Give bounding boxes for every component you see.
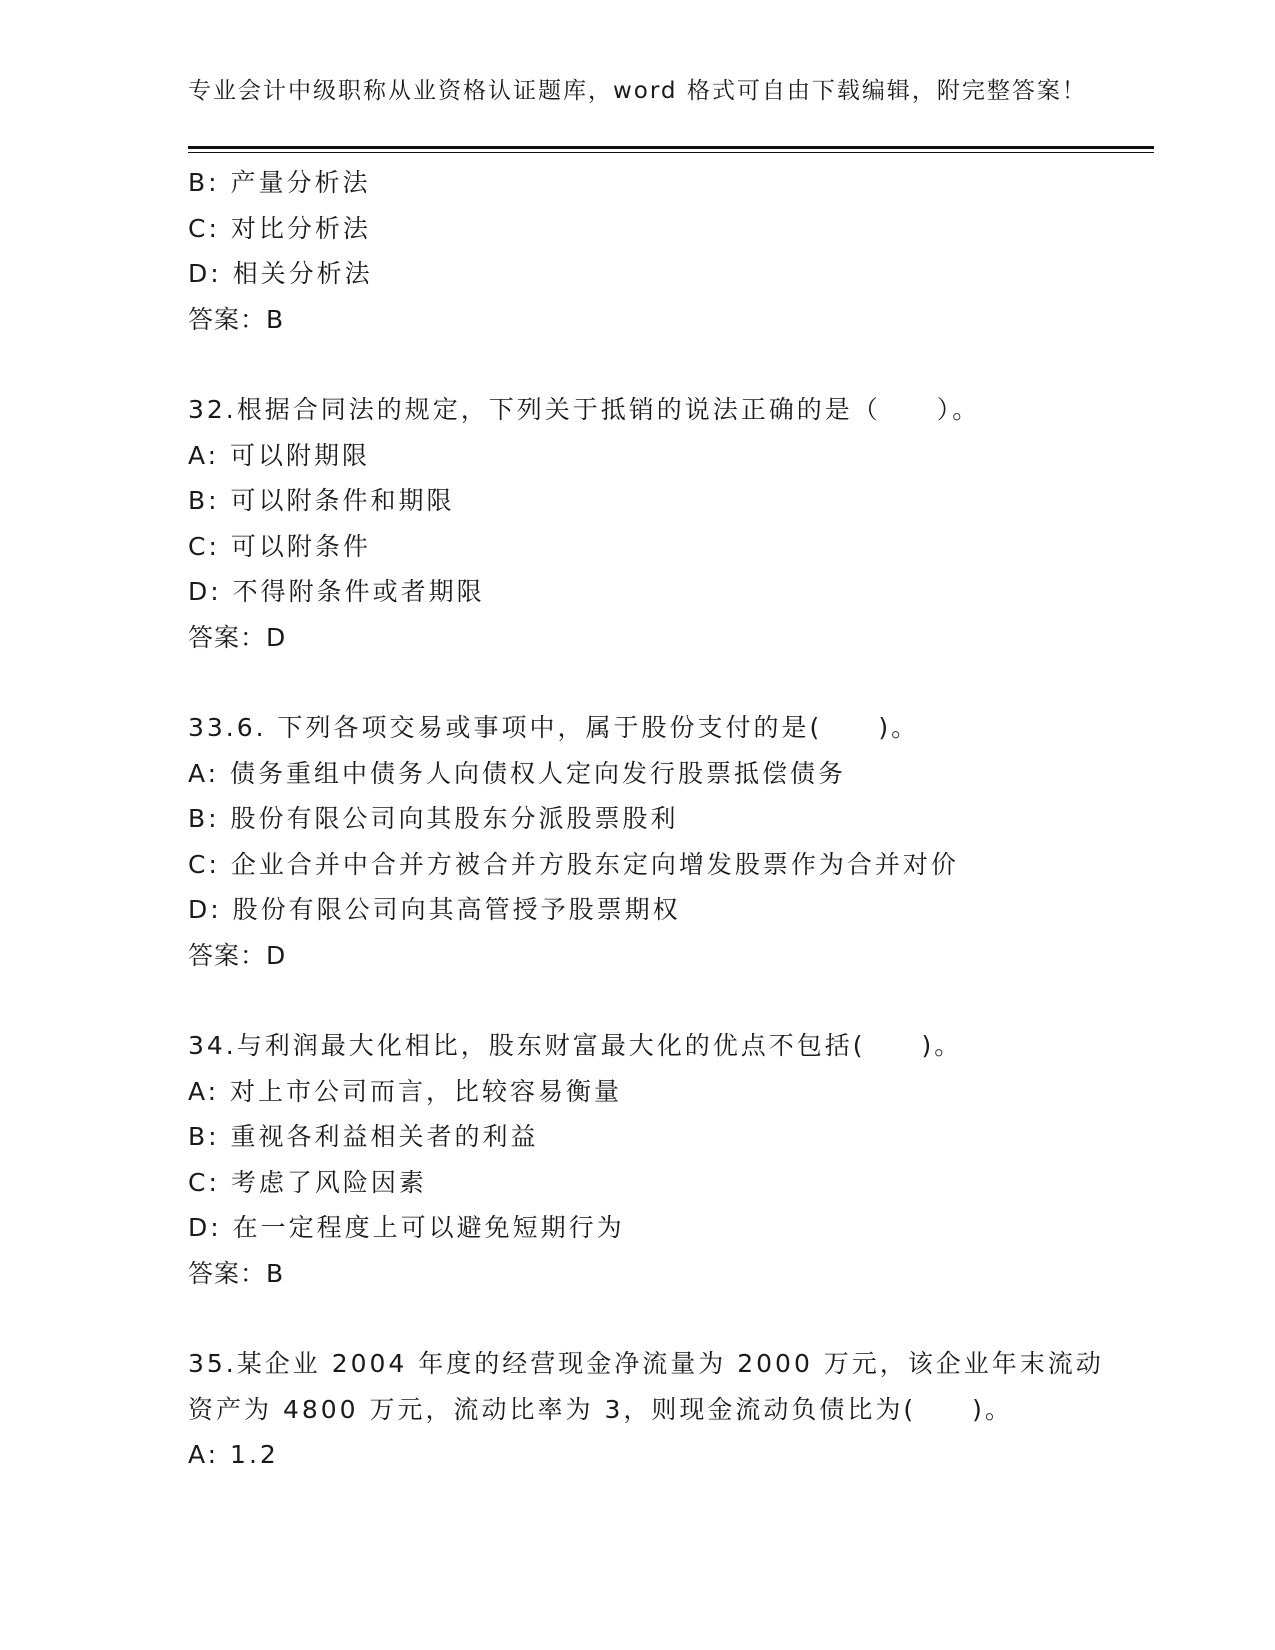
- option-a: A: 可以附期限: [188, 440, 371, 470]
- answer-line: 答案：D: [188, 622, 287, 652]
- option-b: B: 股份有限公司向其股东分派股票股利: [188, 804, 679, 833]
- header-rule-thick: [188, 146, 1154, 149]
- option-a: A: 债务重组中债务人向债权人定向发行股票抵偿债务: [188, 758, 847, 788]
- option-d: D: 股份有限公司向其高管授予股票期权: [188, 895, 681, 924]
- question-text-line-2: 资产为 4800 万元，流动比率为 3，则现金流动负债比为( )。: [188, 1394, 1013, 1424]
- question-text: 34.与利润最大化相比，股东财富最大化的优点不包括( )。: [188, 1031, 963, 1060]
- option-c: C: 企业合并中合并方被合并方股东定向增发股票作为合并对价: [188, 849, 959, 879]
- option-a: A: 对上市公司而言，比较容易衡量: [188, 1076, 623, 1106]
- option-d: D: 不得附条件或者期限: [188, 577, 485, 606]
- option-c: C: 考虑了风险因素: [188, 1167, 427, 1197]
- answer-line: 答案：D: [188, 940, 287, 970]
- question-content: [188, 160, 1154, 1478]
- option-a: A: 1.2: [188, 1440, 279, 1469]
- option-c: C: 对比分析法: [188, 213, 371, 243]
- question-text-line-1: 35.某企业 2004 年度的经营现金净流量为 2000 万元，该企业年末流动: [188, 1349, 1104, 1378]
- block-spacer: [188, 660, 1154, 705]
- question-block-34: [188, 1023, 1154, 1296]
- option-b: B: 重视各利益相关者的利益: [188, 1122, 539, 1151]
- question-text: 32.根据合同法的规定，下列关于抵销的说法正确的是（ ）。: [188, 395, 981, 424]
- block-spacer: [188, 1296, 1154, 1341]
- option-b: B: 可以附条件和期限: [188, 486, 455, 515]
- block-spacer: [188, 978, 1154, 1023]
- option-c: C: 可以附条件: [188, 531, 371, 561]
- header-rule-thin: [188, 152, 1154, 153]
- answer-line: 答案：B: [188, 304, 285, 334]
- block-spacer: [188, 342, 1154, 387]
- page-header: 专业会计中级职称从业资格认证题库，word 格式可自由下载编辑，附完整答案！: [188, 78, 1087, 104]
- option-d: D: 相关分析法: [188, 259, 373, 288]
- question-block-31: [188, 160, 1154, 342]
- option-d: D: 在一定程度上可以避免短期行为: [188, 1213, 625, 1242]
- question-block-33: [188, 705, 1154, 978]
- answer-line: 答案：B: [188, 1258, 285, 1288]
- question-text: 33.6. 下列各项交易或事项中，属于股份支付的是( )。: [188, 713, 920, 742]
- option-b: B: 产量分析法: [188, 168, 371, 197]
- question-block-35: [188, 1341, 1154, 1478]
- question-block-32: [188, 387, 1154, 660]
